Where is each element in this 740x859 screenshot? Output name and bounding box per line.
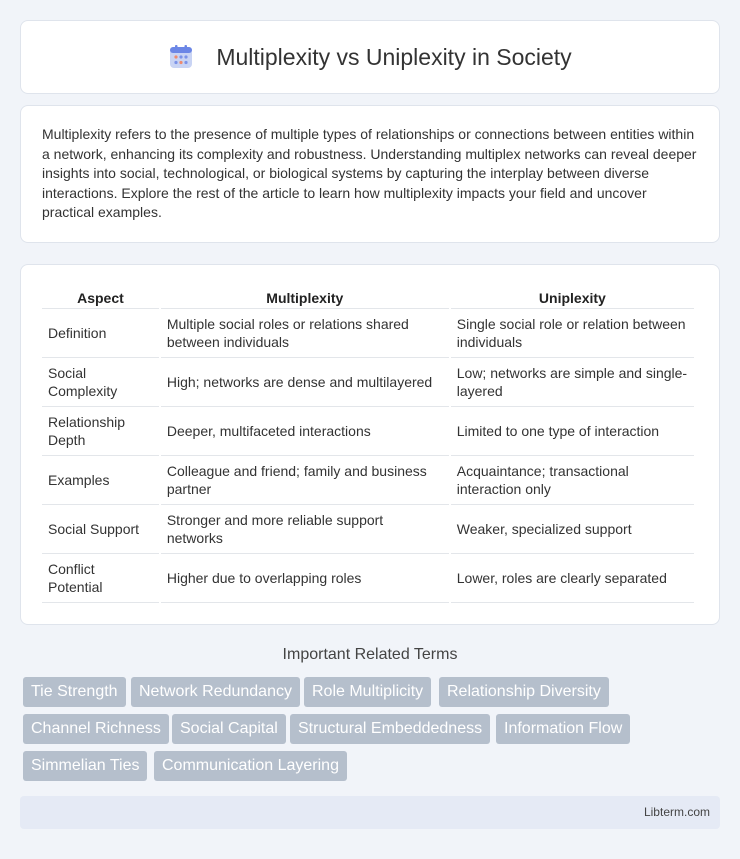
tag-communication-layering[interactable]: Communication Layering — [154, 751, 347, 781]
cell-uniplexity: Lower, roles are clearly separated — [451, 554, 694, 603]
cell-multiplexity: Colleague and friend; family and business partner — [161, 456, 449, 505]
cell-multiplexity: Higher due to overlapping roles — [161, 554, 449, 603]
table-row — [42, 505, 694, 554]
cell-uniplexity: Acquaintance; transactional interaction only — [451, 456, 694, 505]
intro-card — [20, 105, 720, 243]
related-terms-title: Important Related Terms — [282, 646, 458, 663]
footer — [20, 796, 720, 829]
cell-aspect: Social Complexity — [42, 358, 159, 407]
table-row — [42, 554, 694, 603]
tag-role-multiplicity[interactable]: Role Multiplicity — [304, 677, 431, 707]
header-card — [20, 20, 720, 94]
cell-multiplexity: Multiple social roles or relations shared between individuals — [161, 309, 449, 358]
tag-simmelian-ties[interactable]: Simmelian Ties — [23, 751, 147, 781]
cell-uniplexity: Weaker, specialized support — [451, 505, 694, 554]
comparison-table-card — [20, 264, 720, 625]
header-aspect: Aspect — [42, 285, 159, 309]
header-uniplexity: Uniplexity — [451, 285, 694, 309]
comparison-table — [40, 285, 696, 603]
tag-tie-strength[interactable]: Tie Strength — [23, 677, 126, 707]
intro-text: Multiplexity refers to the presence of multiple types of relationships or connections between entities within a network, enhancing its complexity and robustness. Understanding multiplex networks can reveal deeper insights into social, technological, or biological systems by capturing the interplay between diverse interactions. Explore the rest of the article to learn how multiplexity impacts your field and uncover practical examples. — [42, 126, 697, 221]
cell-uniplexity: Single social role or relation between individuals — [451, 309, 694, 358]
table-row — [42, 456, 694, 505]
tag-channel-richness[interactable]: Channel Richness — [23, 714, 169, 744]
table-header-row — [42, 285, 694, 309]
table-row — [42, 407, 694, 456]
table-row — [42, 358, 694, 407]
cell-multiplexity: Stronger and more reliable support networks — [161, 505, 449, 554]
tag-structural-embeddedness[interactable]: Structural Embeddedness — [290, 714, 490, 744]
page-title: Multiplexity vs Uniplexity in Society — [216, 43, 572, 70]
header-multiplexity: Multiplexity — [161, 285, 449, 309]
cell-aspect: Relationship Depth — [42, 407, 159, 456]
tag-network-redundancy[interactable]: Network Redundancy — [131, 677, 300, 707]
cell-uniplexity: Limited to one type of interaction — [451, 407, 694, 456]
calendar-icon — [168, 44, 194, 70]
cell-aspect: Definition — [42, 309, 159, 358]
cell-aspect: Conflict Potential — [42, 554, 159, 603]
cell-aspect: Social Support — [42, 505, 159, 554]
cell-uniplexity: Low; networks are simple and single-layered — [451, 358, 694, 407]
tag-relationship-diversity[interactable]: Relationship Diversity — [439, 677, 609, 707]
footer-source[interactable]: Libterm.com — [643, 805, 710, 819]
cell-multiplexity: High; networks are dense and multilayered — [161, 358, 449, 407]
table-row — [42, 309, 694, 358]
tag-information-flow[interactable]: Information Flow — [496, 714, 630, 744]
cell-multiplexity: Deeper, multifaceted interactions — [161, 407, 449, 456]
cell-aspect: Examples — [42, 456, 159, 505]
tag-social-capital[interactable]: Social Capital — [172, 714, 286, 744]
